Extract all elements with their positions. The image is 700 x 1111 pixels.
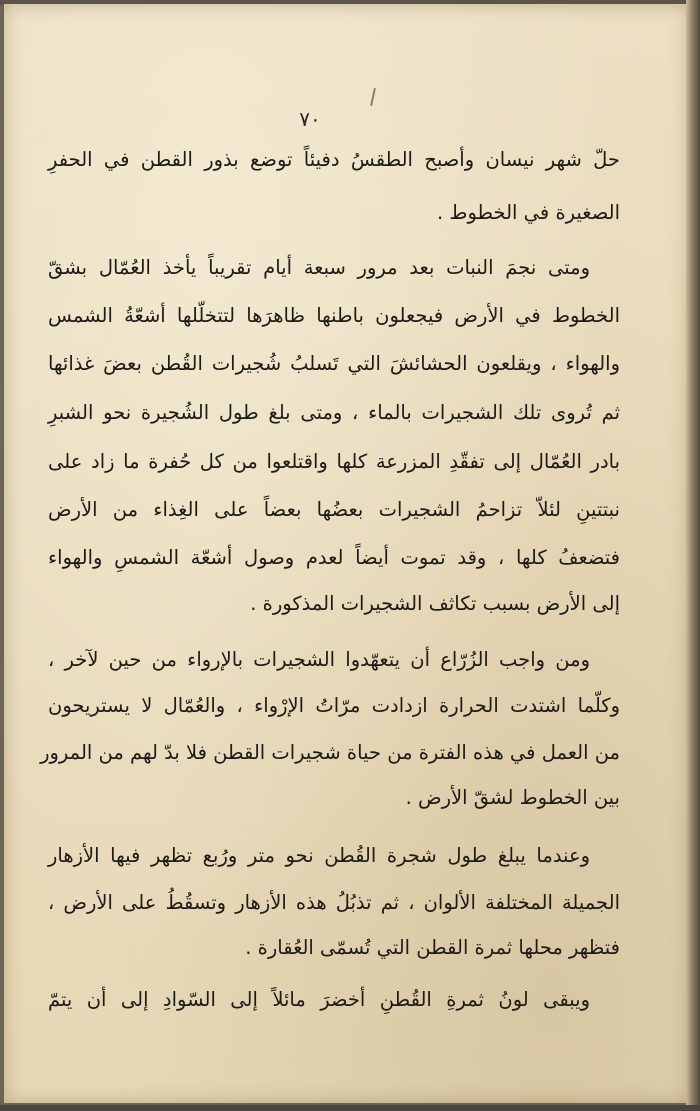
book-spine-edge [686,0,700,1111]
text-line: نبتتينِ لئلاّ تزاحمُ الشجيرات بعضُها بعضاً على الغِذاء من الأرض [48,498,620,521]
text-line: ثم تُروى تلك الشجيرات بالماء ، ومتى بلغ طول الشُجيرة نحو الشبرِ [48,401,620,424]
text-line: الخطوط في الأرض فيجعلون باطنها ظاهرَها لتتخلّلها أشعّةُ الشمس [48,304,620,327]
text-line: حلّ شهر نيسان وأصبح الطقسُ دفيئاً توضع بذور القطن في الحفرِ [48,148,620,171]
text-line: فتضعفُ كلها ، وقد تموت أيضاً لعدم وصول أشعّة الشمسِ والهواء [48,546,620,569]
text-line: وكلّما اشتدت الحرارة ازدادت مرّاتُ الإرْواء ، والعُمّال لا يستريحون [48,694,620,717]
page-number: ٧٠ [299,107,321,131]
text-line: فتظهر محلها ثمرة القطن التي تُسمّى العُقارة . [245,936,620,959]
text-line: الجميلة المختلفة الألوان ، ثم تذبُلُ هذه الأزهار وتسقُطُ على الأرض ، [48,891,620,914]
text-line: الصغيرة في الخطوط . [437,201,620,224]
text-line: ومن واجب الزُرّاع أن يتعهّدوا الشجيرات بالإرواء من حين لآخر ، [48,648,590,671]
text-line: وعندما يبلغ طول شجرة القُطن نحو متر ورُبع تظهر فيها الأزهار [48,844,590,867]
text-line: والهواء ، ويقلعون الحشائشَ التي تَسلبُ شُجيرات القُطن بعضَ غذائها [48,352,620,375]
text-line: بادر العُمّال إلى تفقّدِ المزرعة كلها واقتلعوا من كل حُفرة ما زاد على [48,450,620,473]
text-line: ومتى نجمَ النبات بعد مرور سبعة أيام تقريباً يأخذ العُمّال بشقّ [48,256,590,279]
text-line: إلى الأرض بسبب تكاثف الشجيرات المذكورة . [250,592,620,615]
page-bottom-edge [0,1105,700,1111]
text-line: ويبقى لونُ ثمرةِ القُطنِ أخضرَ مائلاً إلى السّوادِ إلى أن يتمّ [48,988,590,1011]
text-line: بين الخطوط لشقّ الأرض . [405,786,620,809]
text-line: من العمل في هذه الفترة من حياة شجيرات القطن فلا بدّ لهم من المرور [40,741,620,764]
